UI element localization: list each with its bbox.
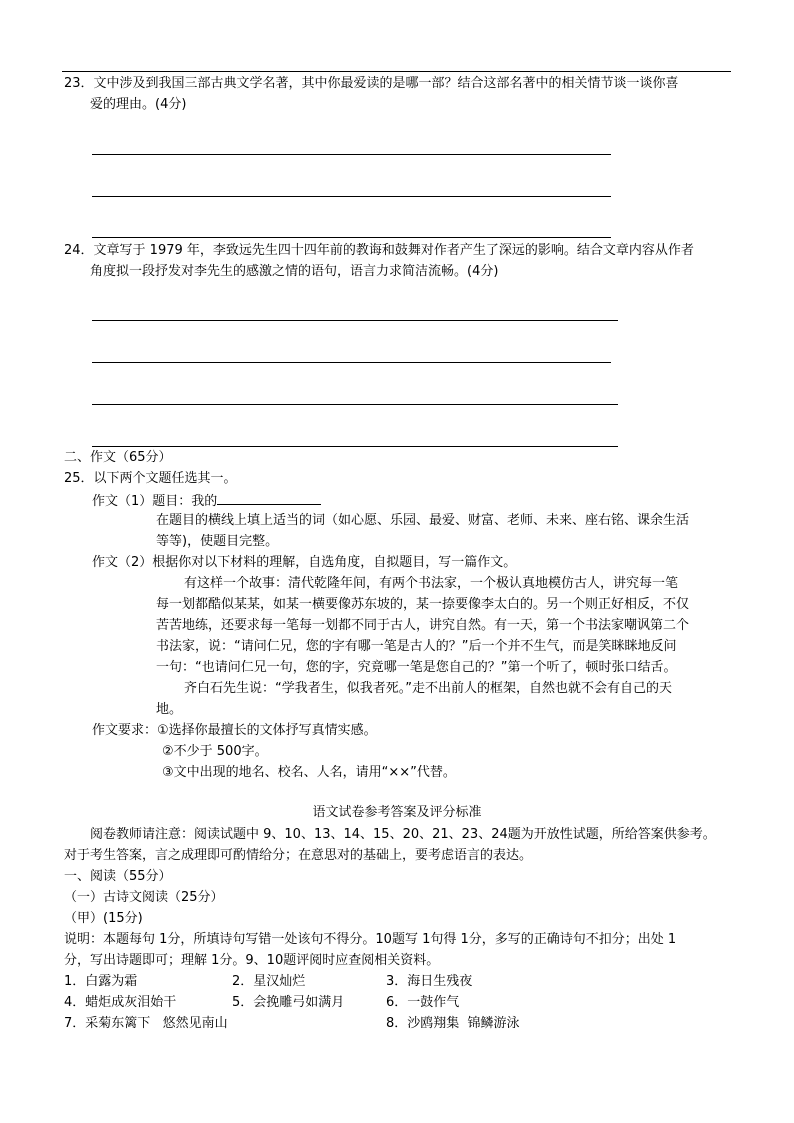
requirement-2: ②不少于 500字。 xyxy=(162,744,268,759)
subsection-classical-heading: （一）古诗文阅读（25分） xyxy=(64,890,224,905)
q23-prompt-line1: 23．文中涉及到我国三部古典文学名著，其中你最爱读的是哪一部？结合这部名著中的相关情节谈一谈你喜 xyxy=(64,76,679,91)
material-paragraph2-line: 地。 xyxy=(156,702,183,717)
answer-item: 8．沙鸥翔集 锦鳞游泳 xyxy=(386,1016,520,1031)
composition-1-desc-line2: 等等)，使题目完整。 xyxy=(156,534,279,549)
material-paragraph1-line: 每一划都酷似某某，如某一横要像苏东坡的，某一捺要像李太白的。另一个则正好相反，不仅 xyxy=(156,597,690,612)
q24-prompt-line1: 24．文章写于 1979 年，李致远先生四十四年前的教诲和鼓舞对作者产生了深远的影响。结合文章内容从作者 xyxy=(64,243,694,258)
composition-1-title-text: 作文（1）题目：我的 xyxy=(92,494,218,509)
section-reading-heading: 一、阅读（55分） xyxy=(64,869,172,884)
answer-key-note-line2: 对于考生答案，言之成理即可酌情给分；在意思对的基础上，要考虑语言的表达。 xyxy=(64,848,533,863)
answer-key-title: 语文试卷参考答案及评分标准 xyxy=(312,805,482,820)
composition-1-title xyxy=(92,490,321,512)
answer-item: 2．星汉灿烂 xyxy=(232,974,306,989)
top-rule xyxy=(62,71,731,72)
section-composition-heading: 二、作文（65分） xyxy=(64,450,172,465)
composition-1-title-blank[interactable] xyxy=(217,490,321,505)
q24-answer-line-2[interactable] xyxy=(92,362,611,363)
answer-key-note-line1: 阅卷教师请注意：阅读试题中 9、10、13、14、15、20、21、23、24题为开放性试题，所给答案供参考。 xyxy=(90,827,716,842)
q24-answer-line-1[interactable] xyxy=(92,320,618,321)
material-paragraph2-line: 齐白石先生说：“学我者生，似我者死。”走不出前人的框架，自然也就不会有自己的天 xyxy=(184,681,672,696)
q23-prompt-line2: 爱的理由。(4分) xyxy=(90,97,187,112)
answer-item: 1．白露为霜 xyxy=(64,974,138,989)
answer-item: 6．一鼓作气 xyxy=(386,995,460,1010)
requirement-3: ③文中出现的地名、校名、人名，请用“××”代替。 xyxy=(162,765,456,780)
composition-2-title: 作文（2）根据你对以下材料的理解，自选角度，自拟题目，写一篇作文。 xyxy=(92,555,517,570)
material-paragraph1-line: 书法家，说：“请问仁兄，您的字有哪一笔是古人的？”后一个并不生气，而是笑眯眯地反问 xyxy=(156,639,677,654)
explanation-line1: 说明：本题每句 1分，所填诗句写错一处该句不得分。10题写 1句得 1分，多写的正确诗句不扣分；出处 1 xyxy=(64,932,677,947)
answer-item: 7．采菊东篱下 悠然见南山 xyxy=(64,1016,228,1031)
material-paragraph1-line: 一句：“也请问仁兄一句，您的字，究竟哪一笔是您自己的？”第一个听了，顿时张口结舌。 xyxy=(156,660,677,675)
material-paragraph1-line: 苦苦地练，还要求每一笔每一划都不同于古人，讲究自然。有一天，第一个书法家嘲讽第二个 xyxy=(156,618,690,633)
answer-item: 4．蜡炬成灰泪始干 xyxy=(64,995,177,1010)
q24-prompt-line2: 角度拟一段抒发对李先生的感激之情的语句，语言力求简洁流畅。(4分) xyxy=(90,264,499,279)
q24-answer-line-4[interactable] xyxy=(92,446,618,447)
q23-answer-line-2[interactable] xyxy=(92,196,611,197)
q25-instruction: 25．以下两个文题任选其一。 xyxy=(64,471,237,486)
q23-answer-line-1[interactable] xyxy=(92,154,611,155)
q24-answer-line-3[interactable] xyxy=(92,404,618,405)
explanation-line2: 分，写出诗题即可；理解 1分。9、10题评阅时应查阅相关资料。 xyxy=(64,953,440,968)
answer-item: 3．海日生残夜 xyxy=(386,974,473,989)
q23-answer-line-3[interactable] xyxy=(92,237,611,238)
requirement-1: 作文要求：①选择你最擅长的文体抒写真情实感。 xyxy=(92,723,377,738)
answer-item: 5．会挽雕弓如满月 xyxy=(232,995,345,1010)
material-paragraph1-line: 有这样一个故事：清代乾隆年间，有两个书法家，一个极认真地模仿古人，讲究每一笔 xyxy=(184,576,679,591)
composition-1-desc-line1: 在题目的横线上填上适当的词（如心愿、乐园、最爱、财富、老师、未来、座右铭、课余生活 xyxy=(156,513,690,528)
subsection-jia-heading: （甲）(15分) xyxy=(64,911,143,926)
